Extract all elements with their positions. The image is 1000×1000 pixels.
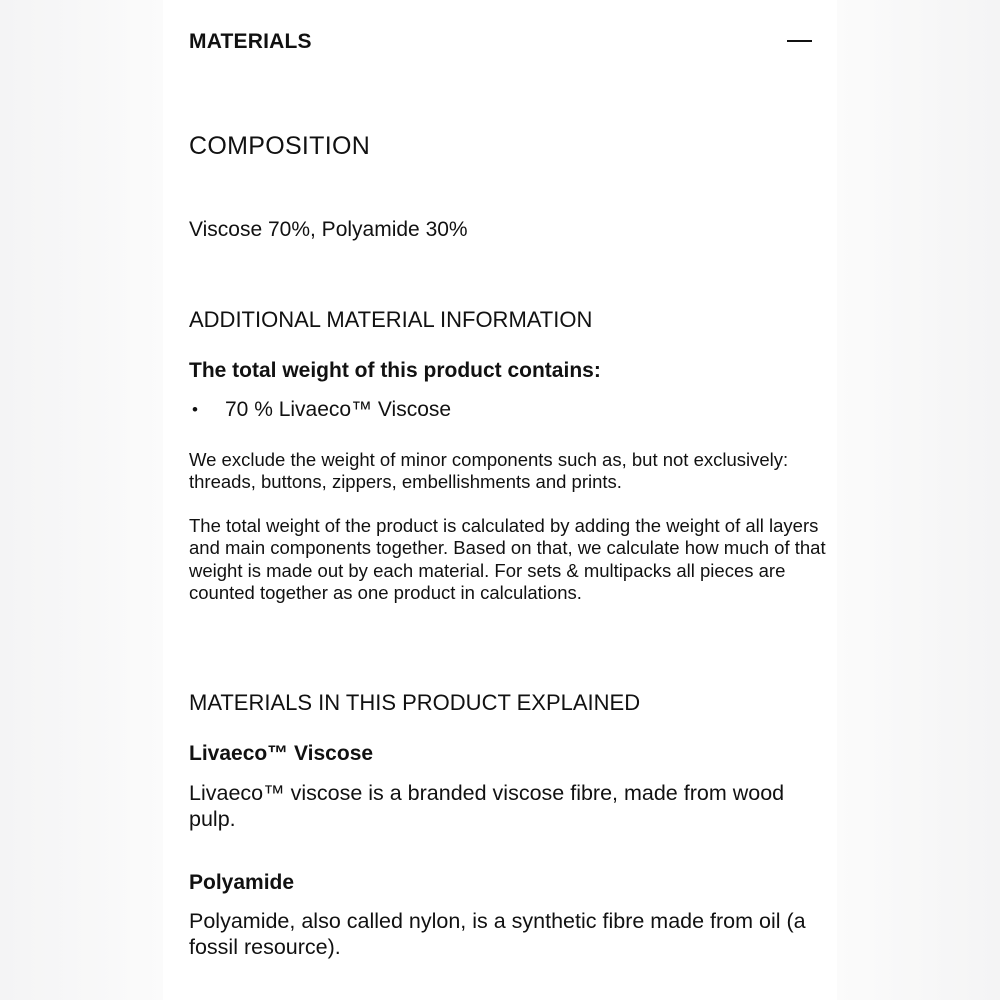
material-name-livaeco: Livaeco™ Viscose <box>189 742 374 765</box>
material-description-livaeco: Livaeco™ viscose is a branded viscose fibre, made from wood pulp. <box>189 781 785 831</box>
materials-explained-heading: MATERIALS IN THIS PRODUCT EXPLAINED <box>189 690 641 715</box>
additional-info-heading: ADDITIONAL MATERIAL INFORMATION <box>189 307 593 332</box>
bullet-icon: • <box>192 400 198 419</box>
calculation-paragraph: The total weight of the product is calculated by adding the weight of all layers and main components together. Based on that, we calculate how much of that weight is made out by each material. For sets & multipacks all pieces are counted together as one product in calculations. <box>189 515 826 603</box>
composition-heading: COMPOSITION <box>189 132 371 160</box>
list-item <box>189 396 451 424</box>
exclude-paragraph: We exclude the weight of minor components such as, but not exclusively: threads, buttons, zippers, embellishments and prints. <box>189 449 789 493</box>
materials-panel <box>163 0 837 1000</box>
weight-bullet-list <box>189 396 451 424</box>
weight-intro-text: The total weight of this product contains: <box>189 359 601 382</box>
composition-text: Viscose 70%, Polyamide 30% <box>189 218 468 241</box>
minus-icon <box>787 40 812 42</box>
list-item-text: 70 % Livaeco™ Viscose <box>225 398 452 421</box>
materials-accordion-title[interactable]: MATERIALS <box>189 30 312 53</box>
collapse-button[interactable] <box>775 26 815 56</box>
material-description-polyamide: Polyamide, also called nylon, is a synthetic fibre made from oil (a fossil resource). <box>189 909 806 959</box>
material-name-polyamide: Polyamide <box>189 871 295 894</box>
